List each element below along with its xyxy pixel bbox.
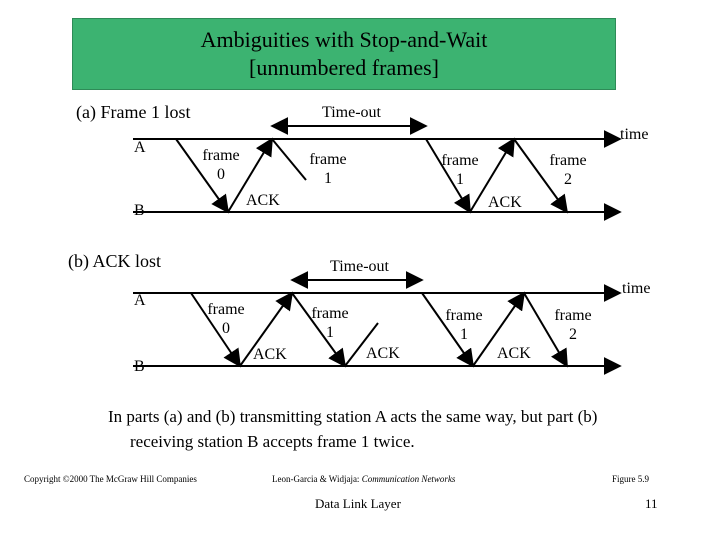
b-frame2-label: frame 2	[554, 307, 592, 343]
b-frame1-label: frame 1	[311, 305, 349, 341]
part-a-station-a: A	[134, 139, 146, 156]
part-a-heading: (a) Frame 1 lost	[76, 102, 191, 122]
caption	[108, 404, 708, 454]
part-a-station-b: B	[134, 202, 145, 219]
footer-book-title: Communication Networks	[361, 474, 456, 484]
b-ack3-label: ACK	[497, 345, 531, 362]
footer-section: Data Link Layer	[315, 496, 401, 511]
part-b-station-a: A	[134, 292, 146, 309]
a-ack1-label: ACK	[246, 192, 280, 209]
part-a-timeout-label: Time-out	[322, 104, 381, 121]
caption-line-2: receiving station B accepts frame 1 twice.	[130, 432, 415, 451]
a-frame0-label: frame 0	[202, 147, 240, 183]
b-ack1-label: ACK	[253, 346, 287, 363]
a-frame1-lost-arrow	[272, 139, 306, 180]
title-line-2: [unnumbered frames]	[249, 55, 439, 80]
footer-figure: Figure 5.9	[612, 474, 649, 484]
footer-copyright: Copyright ©2000 The McGraw Hill Companies	[24, 474, 197, 484]
b-frame1-retx-label: frame 1	[445, 307, 483, 343]
a-frame1-label: frame 1	[309, 151, 347, 187]
part-b-station-b: B	[134, 358, 145, 375]
part-b-time-label: time	[622, 280, 651, 297]
a-frame1-retx-label: frame 1	[441, 152, 479, 188]
footer-page-number: 11	[645, 496, 658, 511]
part-a-time-label: time	[620, 126, 649, 143]
b-frame0-label: frame 0	[207, 301, 245, 337]
a-ack2-label: ACK	[488, 194, 522, 211]
caption-line-1: In parts (a) and (b) transmitting station A acts the same way, but part (b)	[108, 407, 598, 426]
part-b-timeout-label: Time-out	[330, 258, 389, 275]
b-ack2-label: ACK	[366, 345, 400, 362]
footer-authors: Leon-Garcia & Widjaja: Communication Networks	[272, 474, 456, 484]
a-frame2-label: frame 2	[549, 152, 587, 188]
title-line-1: Ambiguities with Stop-and-Wait	[200, 27, 488, 52]
part-b-heading: (b) ACK lost	[68, 251, 162, 271]
